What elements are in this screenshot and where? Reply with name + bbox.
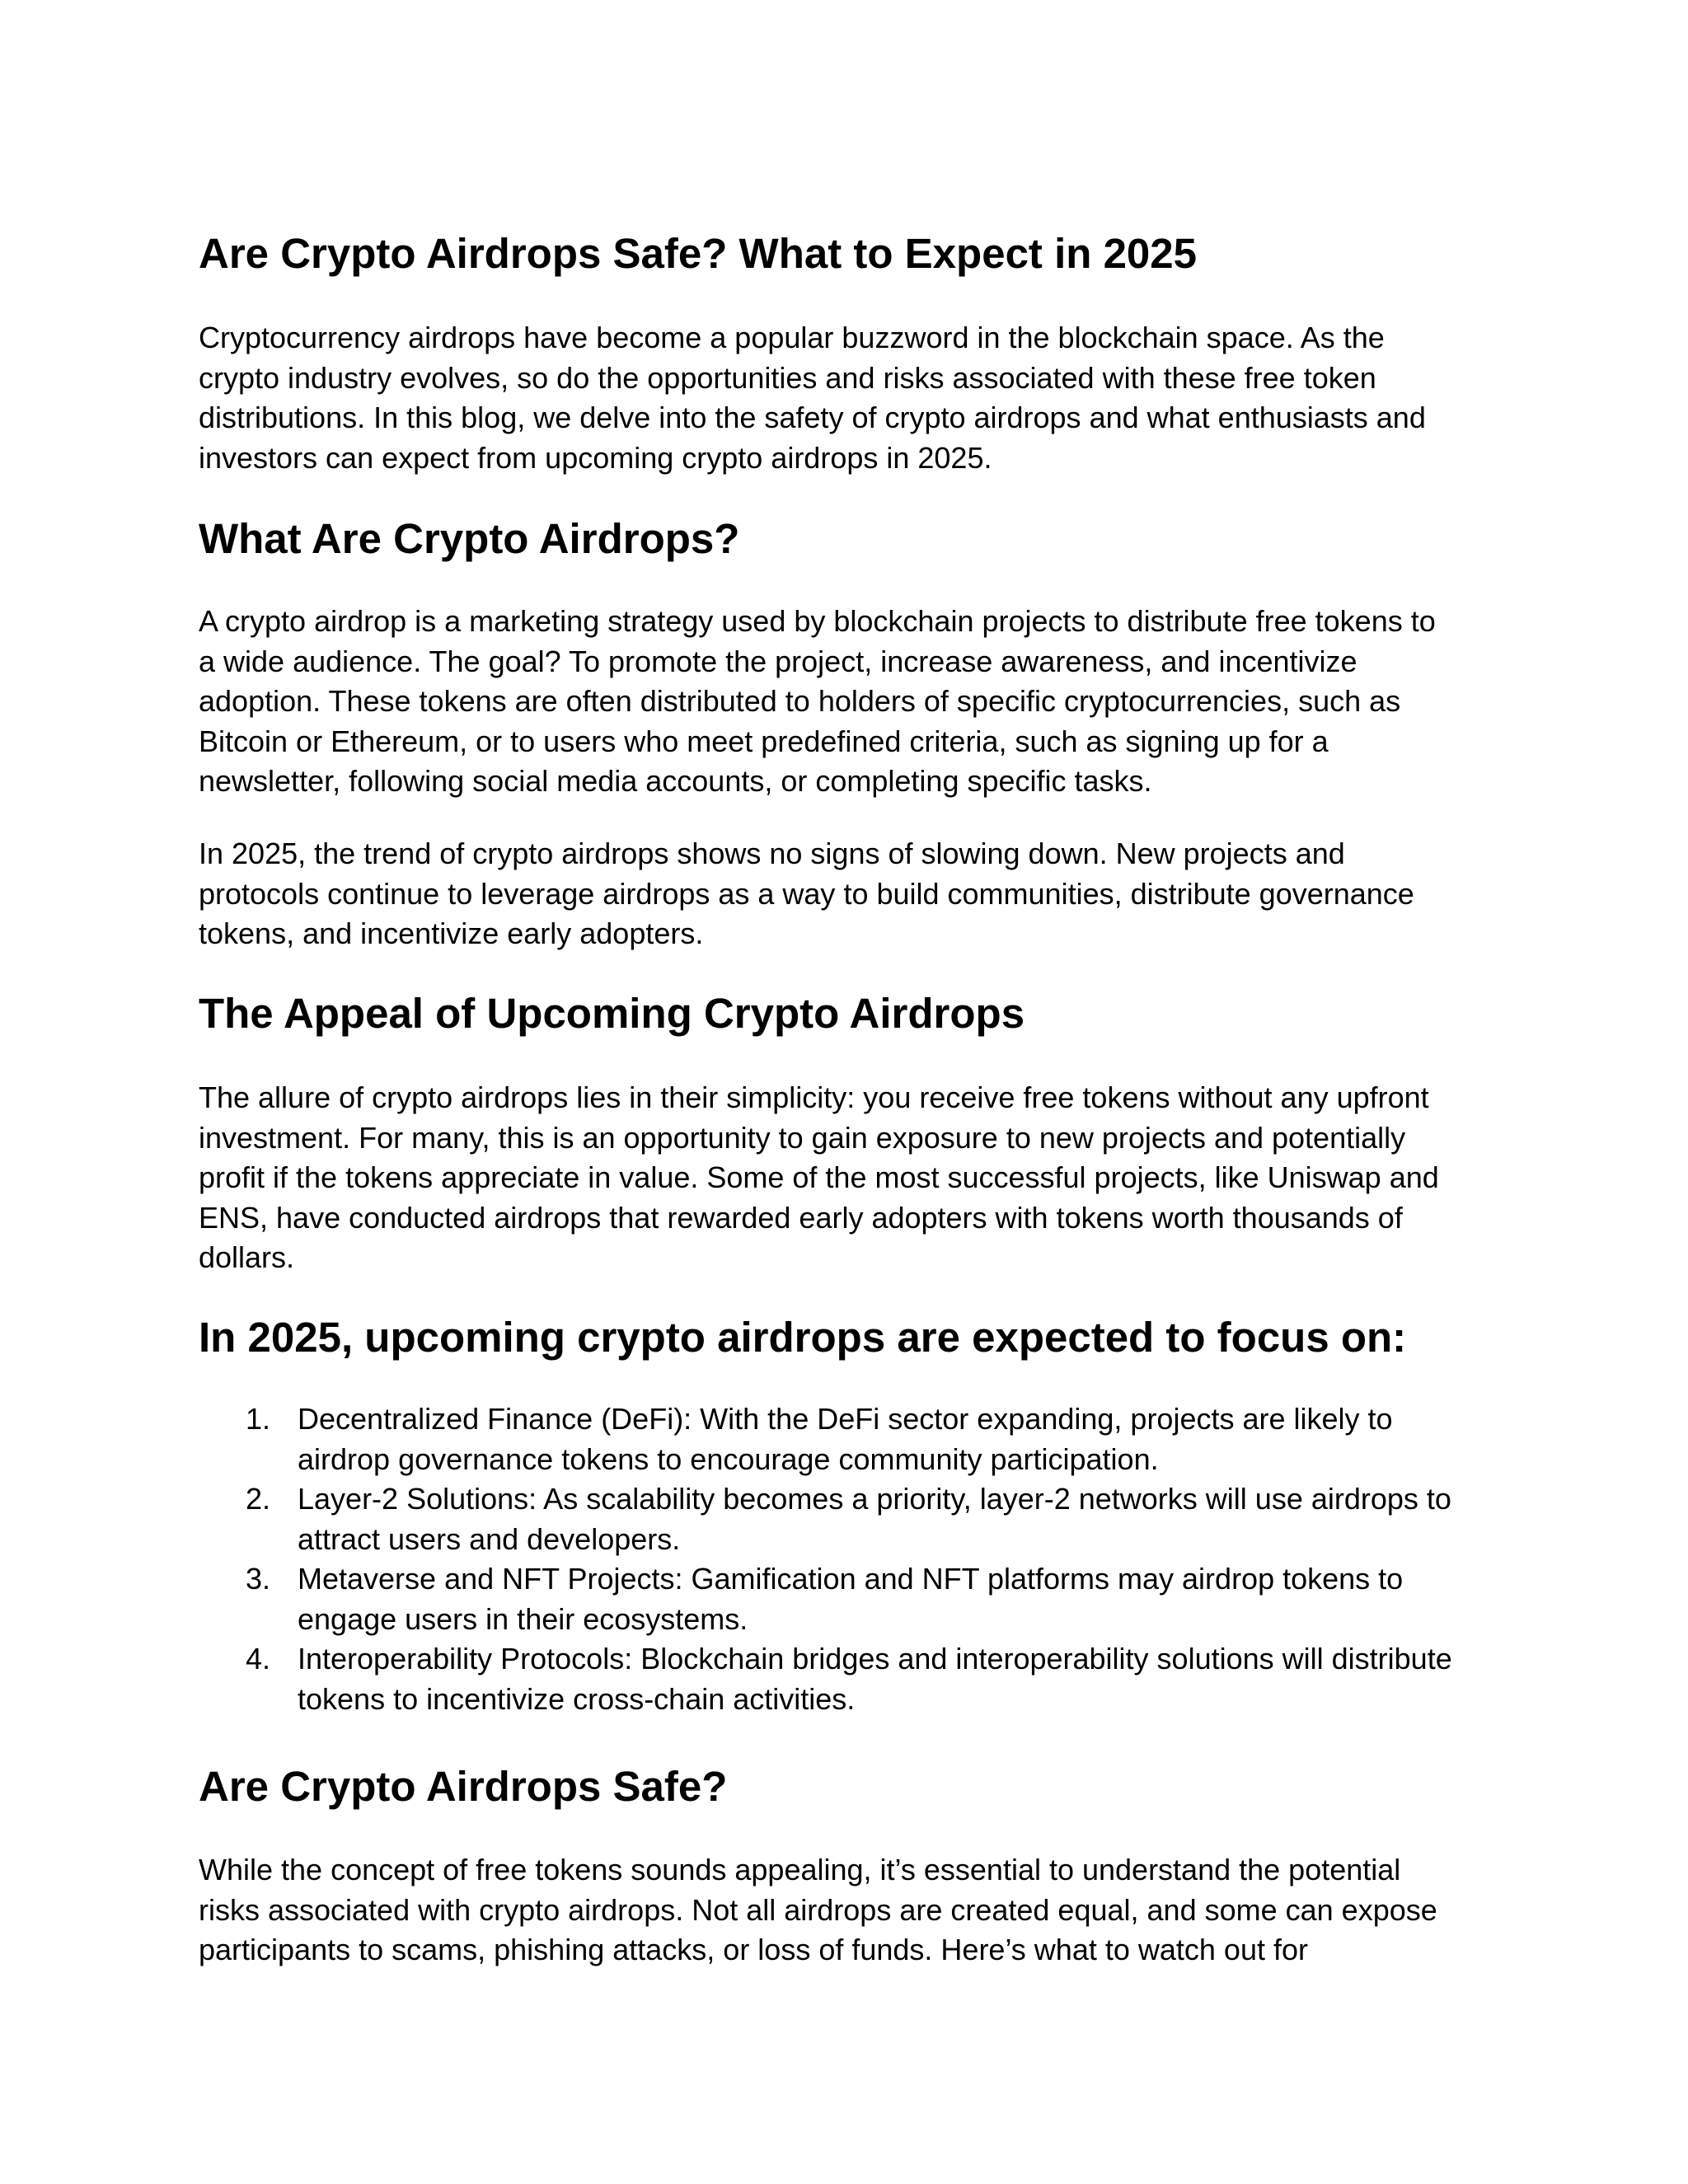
text-line: a wide audience. The goal? To promote the project, increase awareness, and incentivize (199, 644, 1357, 678)
list-item (199, 1399, 1497, 1479)
text-line: profit if the tokens appreciate in value. Some of the most successful projects, like Uniswap and (199, 1160, 1439, 1194)
section-heading-appeal: The Appeal of Upcoming Crypto Airdrops (199, 990, 1025, 1037)
focus-areas-list (199, 1399, 1497, 1719)
list-item-number: 2. (246, 1482, 271, 1516)
what-are-airdrops-paragraph-1 (199, 602, 1497, 802)
text-line: newsletter, following social media accounts, or completing specific tasks. (199, 764, 1152, 798)
text-line: protocols continue to leverage airdrops as a way to build communities, distribute governance (199, 876, 1414, 911)
text-line: Metaverse and NFT Projects: Gamification and NFT platforms may airdrop tokens to (298, 1562, 1404, 1596)
text-line: engage users in their ecosystems. (298, 1601, 748, 1636)
text-line: crypto industry evolves, so do the opportunities and risks associated with these free token (199, 360, 1376, 395)
text-line: Interoperability Protocols: Blockchain bridges and interoperability solutions will distribute (298, 1642, 1452, 1675)
text-line: attract users and developers. (298, 1521, 681, 1556)
list-item (199, 1559, 1497, 1639)
safety-paragraph (199, 1850, 1497, 1971)
list-item (199, 1479, 1497, 1559)
text-line: Layer-2 Solutions: As scalability becomes a priority, layer-2 networks will use airdrops to (298, 1482, 1451, 1516)
text-line: In 2025, the trend of crypto airdrops shows no signs of slowing down. New projects and (199, 837, 1345, 870)
text-line: participants to scams, phishing attacks, or loss of funds. Here’s what to watch out for (199, 1933, 1308, 1966)
text-line: distributions. In this blog, we delve into the safety of crypto airdrops and what enthusiasts and (199, 401, 1426, 434)
text-line: investment. For many, this is an opportunity to gain exposure to new projects and potentially (199, 1120, 1406, 1155)
text-line: Decentralized Finance (DeFi): With the DeFi sector expanding, projects are likely to (298, 1402, 1393, 1436)
appeal-paragraph (199, 1078, 1497, 1278)
text-line: Cryptocurrency airdrops have become a popular buzzword in the blockchain space. As the (199, 321, 1385, 354)
list-item-number: 4. (246, 1642, 271, 1675)
text-line: dollars. (199, 1240, 295, 1274)
text-line: Bitcoin or Ethereum, or to users who meet predefined criteria, such as signing up for a (199, 724, 1329, 758)
text-line: The allure of crypto airdrops lies in their simplicity: you receive free tokens without any upfront (199, 1080, 1429, 1114)
text-line: ENS, have conducted airdrops that rewarded early adopters with tokens worth thousands of (199, 1200, 1403, 1235)
text-line: tokens, and incentivize early adopters. (199, 916, 704, 950)
intro-paragraph (199, 318, 1497, 478)
list-item (199, 1639, 1497, 1719)
text-line: A crypto airdrop is a marketing strategy used by blockchain projects to distribute free tokens to (199, 604, 1436, 638)
text-line: investors can expect from upcoming crypto airdrops in 2025. (199, 440, 992, 475)
text-line: airdrop governance tokens to encourage community participation. (298, 1441, 1159, 1476)
list-item-number: 3. (246, 1562, 271, 1596)
text-line: risks associated with crypto airdrops. Not all airdrops are created equal, and some can expose (199, 1892, 1437, 1927)
text-line: adoption. These tokens are often distributed to holders of specific cryptocurrencies, such as (199, 684, 1401, 718)
document-title: Are Crypto Airdrops Safe? What to Expect in 2025 (199, 230, 1198, 277)
section-heading-focus-areas: In 2025, upcoming crypto airdrops are expected to focus on: (199, 1314, 1407, 1361)
text-line: While the concept of free tokens sounds appealing, it’s essential to understand the potential (199, 1853, 1401, 1886)
what-are-airdrops-paragraph-2 (199, 834, 1497, 954)
text-line: tokens to incentivize cross-chain activities. (298, 1681, 856, 1716)
list-item-number: 1. (246, 1402, 271, 1436)
section-heading-are-airdrops-safe: Are Crypto Airdrops Safe? (199, 1763, 728, 1810)
section-heading-what-are-airdrops: What Are Crypto Airdrops? (199, 515, 740, 562)
